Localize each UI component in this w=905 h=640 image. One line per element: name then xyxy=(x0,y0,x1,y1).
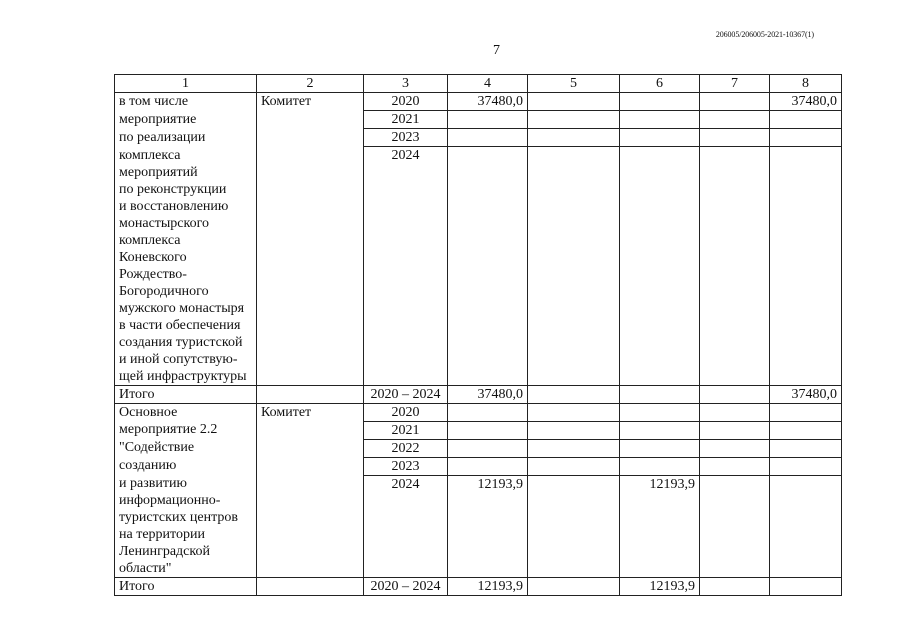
year-cell: 2021 xyxy=(364,111,448,129)
description-line: Богородичного xyxy=(115,283,257,300)
value-cell-col4 xyxy=(448,457,528,475)
year-cell: 2024 xyxy=(364,475,448,578)
description-line: монастырского xyxy=(115,215,257,232)
value-cell-col7 xyxy=(700,129,770,147)
value-cell-col6 xyxy=(620,457,700,475)
value-cell-col4: 37480,0 xyxy=(448,93,528,111)
executor-cell: Комитет xyxy=(257,403,364,578)
description-line: мероприятий xyxy=(115,164,257,181)
table-row xyxy=(115,439,842,457)
total-executor-cell xyxy=(257,385,364,403)
value-cell-col4: 12193,9 xyxy=(448,475,528,578)
executor-cell: Комитет xyxy=(257,93,364,386)
value-cell-col6 xyxy=(620,129,700,147)
document-id: 206005/206005-2021-10367(1) xyxy=(715,30,814,39)
total-value-col5 xyxy=(528,385,620,403)
header-cell: 3 xyxy=(364,75,448,93)
description-line: информационно- xyxy=(115,492,257,509)
total-value-col6 xyxy=(620,385,700,403)
value-cell-col5 xyxy=(528,403,620,421)
header-cell: 2 xyxy=(257,75,364,93)
year-cell: 2023 xyxy=(364,457,448,475)
description-line: комплекса xyxy=(115,147,257,164)
description-line: Рождество- xyxy=(115,266,257,283)
value-cell-col4 xyxy=(448,147,528,386)
header-cell: 1 xyxy=(115,75,257,93)
value-cell-col7 xyxy=(700,93,770,111)
description-line: Основное xyxy=(115,403,257,421)
value-cell-col6 xyxy=(620,147,700,386)
value-cell-col8 xyxy=(770,129,842,147)
table-row xyxy=(115,147,842,164)
header-cell: 4 xyxy=(448,75,528,93)
description-line: создания туристской xyxy=(115,334,257,351)
header-cell: 5 xyxy=(528,75,620,93)
header-cell: 7 xyxy=(700,75,770,93)
total-executor-cell xyxy=(257,578,364,596)
description-line: созданию xyxy=(115,457,257,475)
value-cell-col6 xyxy=(620,403,700,421)
description-line: мужского монастыря xyxy=(115,300,257,317)
year-cell: 2021 xyxy=(364,421,448,439)
header-row xyxy=(115,75,842,93)
total-row xyxy=(115,385,842,403)
value-cell-col7 xyxy=(700,475,770,578)
table-row xyxy=(115,421,842,439)
budget-table xyxy=(114,74,842,596)
value-cell-col8 xyxy=(770,403,842,421)
description-line: туристских центров xyxy=(115,509,257,526)
total-value-col4: 12193,9 xyxy=(448,578,528,596)
description-line: мероприятие xyxy=(115,111,257,129)
description-line: по реализации xyxy=(115,129,257,147)
value-cell-col8 xyxy=(770,111,842,129)
total-value-col7 xyxy=(700,385,770,403)
value-cell-col4 xyxy=(448,111,528,129)
table-row xyxy=(115,403,842,421)
description-line: Коневского xyxy=(115,249,257,266)
value-cell-col5 xyxy=(528,439,620,457)
value-cell-col5 xyxy=(528,421,620,439)
value-cell-col6 xyxy=(620,93,700,111)
value-cell-col4 xyxy=(448,439,528,457)
table-row xyxy=(115,129,842,147)
description-line: области" xyxy=(115,560,257,578)
total-label: Итого xyxy=(115,385,257,403)
table-row xyxy=(115,93,842,111)
description-line: на территории xyxy=(115,526,257,543)
value-cell-col5 xyxy=(528,457,620,475)
description-line: и иной сопутствую- xyxy=(115,351,257,368)
total-value-col4: 37480,0 xyxy=(448,385,528,403)
description-line: и восстановлению xyxy=(115,198,257,215)
total-value-col8: 37480,0 xyxy=(770,385,842,403)
year-cell: 2020 xyxy=(364,93,448,111)
year-cell: 2020 xyxy=(364,403,448,421)
year-cell: 2022 xyxy=(364,439,448,457)
table-row xyxy=(115,475,842,492)
value-cell-col8 xyxy=(770,421,842,439)
value-cell-col4 xyxy=(448,421,528,439)
table-row xyxy=(115,111,842,129)
description-line: по реконструкции xyxy=(115,181,257,198)
page-number: 7 xyxy=(493,43,500,58)
value-cell-col5 xyxy=(528,93,620,111)
value-cell-col8 xyxy=(770,475,842,578)
value-cell-col7 xyxy=(700,147,770,386)
value-cell-col7 xyxy=(700,421,770,439)
year-cell: 2024 xyxy=(364,147,448,386)
description-line: в части обеспечения xyxy=(115,317,257,334)
description-line: и развитию xyxy=(115,475,257,492)
value-cell-col6 xyxy=(620,421,700,439)
year-cell: 2023 xyxy=(364,129,448,147)
description-line: Ленинградской xyxy=(115,543,257,560)
value-cell-col5 xyxy=(528,111,620,129)
description-line: щей инфраструктуры xyxy=(115,368,257,386)
value-cell-col7 xyxy=(700,457,770,475)
value-cell-col7 xyxy=(700,439,770,457)
description-line: комплекса xyxy=(115,232,257,249)
total-value-col7 xyxy=(700,578,770,596)
total-value-col6: 12193,9 xyxy=(620,578,700,596)
header-cell: 8 xyxy=(770,75,842,93)
value-cell-col4 xyxy=(448,403,528,421)
value-cell-col8: 37480,0 xyxy=(770,93,842,111)
header-cell: 6 xyxy=(620,75,700,93)
total-value-col8 xyxy=(770,578,842,596)
value-cell-col5 xyxy=(528,129,620,147)
value-cell-col5 xyxy=(528,475,620,578)
value-cell-col8 xyxy=(770,439,842,457)
value-cell-col6 xyxy=(620,111,700,129)
value-cell-col4 xyxy=(448,129,528,147)
total-years: 2020 – 2024 xyxy=(364,385,448,403)
value-cell-col8 xyxy=(770,147,842,386)
table-row xyxy=(115,457,842,475)
description-line: в том числе xyxy=(115,93,257,111)
value-cell-col6: 12193,9 xyxy=(620,475,700,578)
value-cell-col7 xyxy=(700,111,770,129)
total-row xyxy=(115,578,842,596)
total-years: 2020 – 2024 xyxy=(364,578,448,596)
total-label: Итого xyxy=(115,578,257,596)
value-cell-col5 xyxy=(528,147,620,386)
total-value-col5 xyxy=(528,578,620,596)
value-cell-col7 xyxy=(700,403,770,421)
value-cell-col6 xyxy=(620,439,700,457)
value-cell-col8 xyxy=(770,457,842,475)
description-line: мероприятие 2.2 xyxy=(115,421,257,439)
description-line: "Содействие xyxy=(115,439,257,457)
